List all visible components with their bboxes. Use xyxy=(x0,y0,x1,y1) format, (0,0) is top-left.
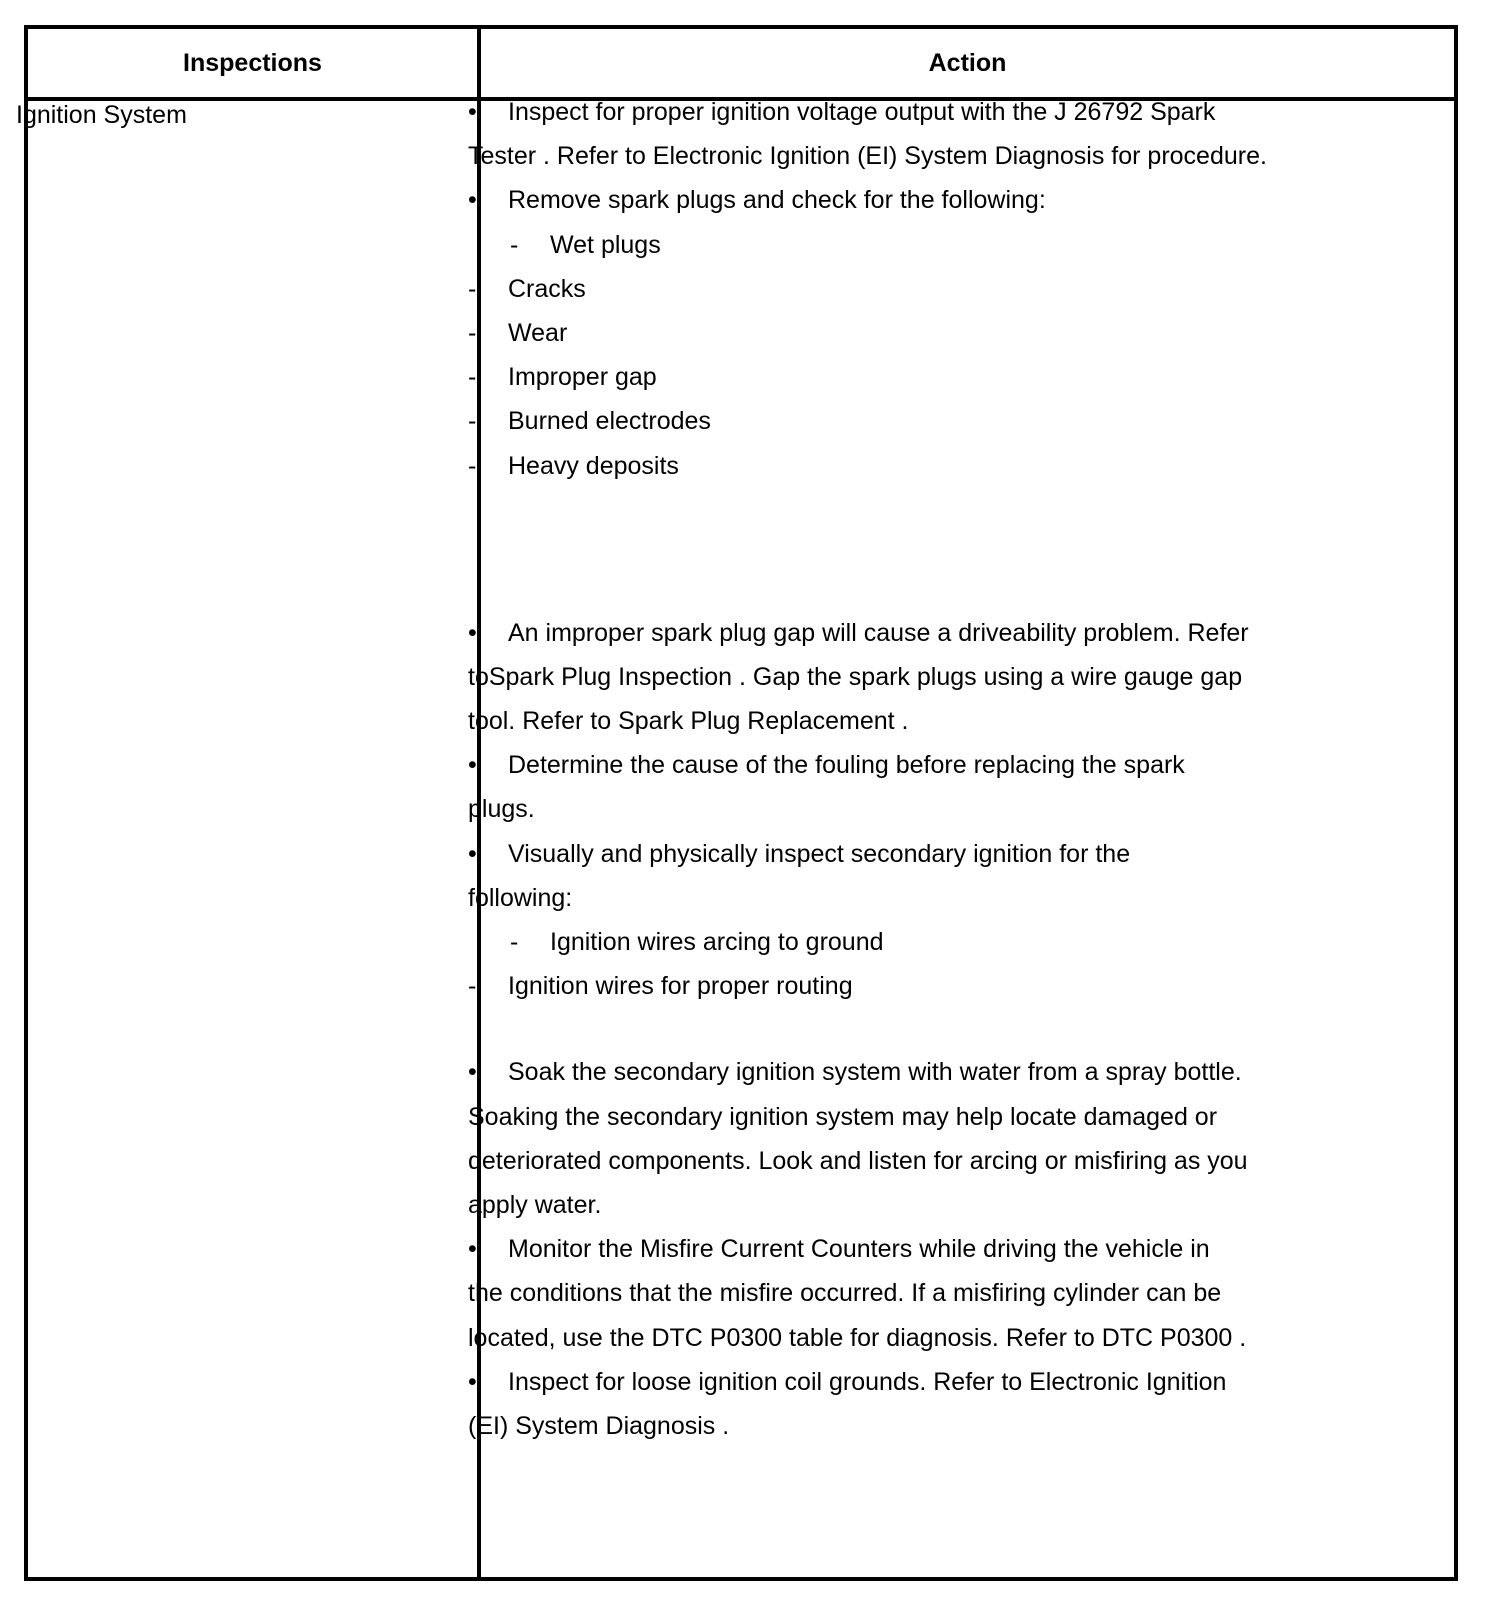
action-line xyxy=(468,1050,1368,1094)
action-line xyxy=(468,964,1368,1008)
dash-marker: - xyxy=(510,928,519,956)
spacer xyxy=(468,1008,1368,1050)
bullet-marker: • xyxy=(468,1058,477,1087)
dash-marker: - xyxy=(468,363,477,392)
dash-marker: - xyxy=(468,274,477,303)
action-text: Monitor the Misfire Current Counters while driving the vehicle in xyxy=(508,1235,1210,1264)
action-line xyxy=(468,267,1368,311)
action-text: Inspect for proper ignition voltage output with the J 26792 Spark xyxy=(508,98,1216,126)
action-line: located, use the DTC P0300 table for diagnosis. Refer to DTC P0300 . xyxy=(468,1323,1247,1352)
action-line: deteriorated components. Look and listen for arcing or misfiring as you xyxy=(468,1146,1248,1175)
action-text: Remove spark plugs and check for the following: xyxy=(508,186,1046,215)
action-line: Soaking the secondary ignition system may help locate damaged or xyxy=(468,1102,1218,1131)
action-line: Tester . Refer to Electronic Ignition (EI) System Diagnosis for procedure. xyxy=(468,142,1267,171)
action-text: Soak the secondary ignition system with water from a spray bottle. xyxy=(508,1058,1242,1087)
action-line xyxy=(468,832,1368,876)
spacer xyxy=(468,488,1368,611)
inspection-cell: Ignition System xyxy=(16,101,187,129)
action-line xyxy=(468,743,1368,787)
bullet-marker: • xyxy=(468,839,477,868)
action-text: Visually and physically inspect secondary ignition for the xyxy=(508,839,1131,868)
dash-marker: - xyxy=(468,972,477,1001)
header-action: Action xyxy=(928,49,1007,77)
action-line: (EI) System Diagnosis . xyxy=(468,1411,730,1440)
bullet-marker: • xyxy=(468,98,477,126)
action-line xyxy=(468,920,1368,964)
bullet-marker: • xyxy=(468,751,477,780)
action-line xyxy=(468,611,1368,655)
action-text: Inspect for loose ignition coil grounds. Refer to Electronic Ignition xyxy=(508,1367,1227,1396)
action-text: Burned electrodes xyxy=(508,407,711,436)
dash-marker: - xyxy=(468,318,477,347)
action-line xyxy=(468,311,1368,355)
action-line: plugs. xyxy=(468,795,535,824)
action-line xyxy=(468,223,1368,267)
action-text: Cracks xyxy=(508,274,586,303)
dash-marker: - xyxy=(468,451,477,480)
action-line: apply water. xyxy=(468,1190,602,1219)
bullet-marker: • xyxy=(468,618,477,647)
action-text: Ignition wires arcing to ground xyxy=(550,928,884,956)
action-cell xyxy=(468,90,1368,1448)
bullet-marker: • xyxy=(468,1235,477,1264)
action-text: An improper spark plug gap will cause a driveability problem. Refer xyxy=(508,618,1249,647)
action-line xyxy=(468,399,1368,443)
header-inspections: Inspections xyxy=(183,49,322,77)
action-text: Determine the cause of the fouling before replacing the spark xyxy=(508,751,1185,780)
action-line xyxy=(468,178,1368,222)
action-line: tool. Refer to Spark Plug Replacement . xyxy=(468,707,909,736)
action-text: Heavy deposits xyxy=(508,451,679,480)
dash-marker: - xyxy=(510,230,519,259)
action-line: the conditions that the misfire occurred. If a misfiring cylinder can be xyxy=(468,1279,1222,1308)
action-text: Ignition wires for proper routing xyxy=(508,972,853,1001)
action-line xyxy=(468,1227,1368,1271)
action-line: toSpark Plug Inspection . Gap the spark plugs using a wire gauge gap xyxy=(468,662,1243,691)
action-line: following: xyxy=(468,883,573,912)
action-line xyxy=(468,355,1368,399)
action-text: Wear xyxy=(508,318,568,347)
bullet-marker: • xyxy=(468,186,477,215)
action-text: Wet plugs xyxy=(550,230,661,259)
action-line xyxy=(468,90,1368,134)
bullet-marker: • xyxy=(468,1367,477,1396)
action-text: Improper gap xyxy=(508,363,657,392)
dash-marker: - xyxy=(468,407,477,436)
action-line xyxy=(468,444,1368,488)
action-line xyxy=(468,1360,1368,1404)
